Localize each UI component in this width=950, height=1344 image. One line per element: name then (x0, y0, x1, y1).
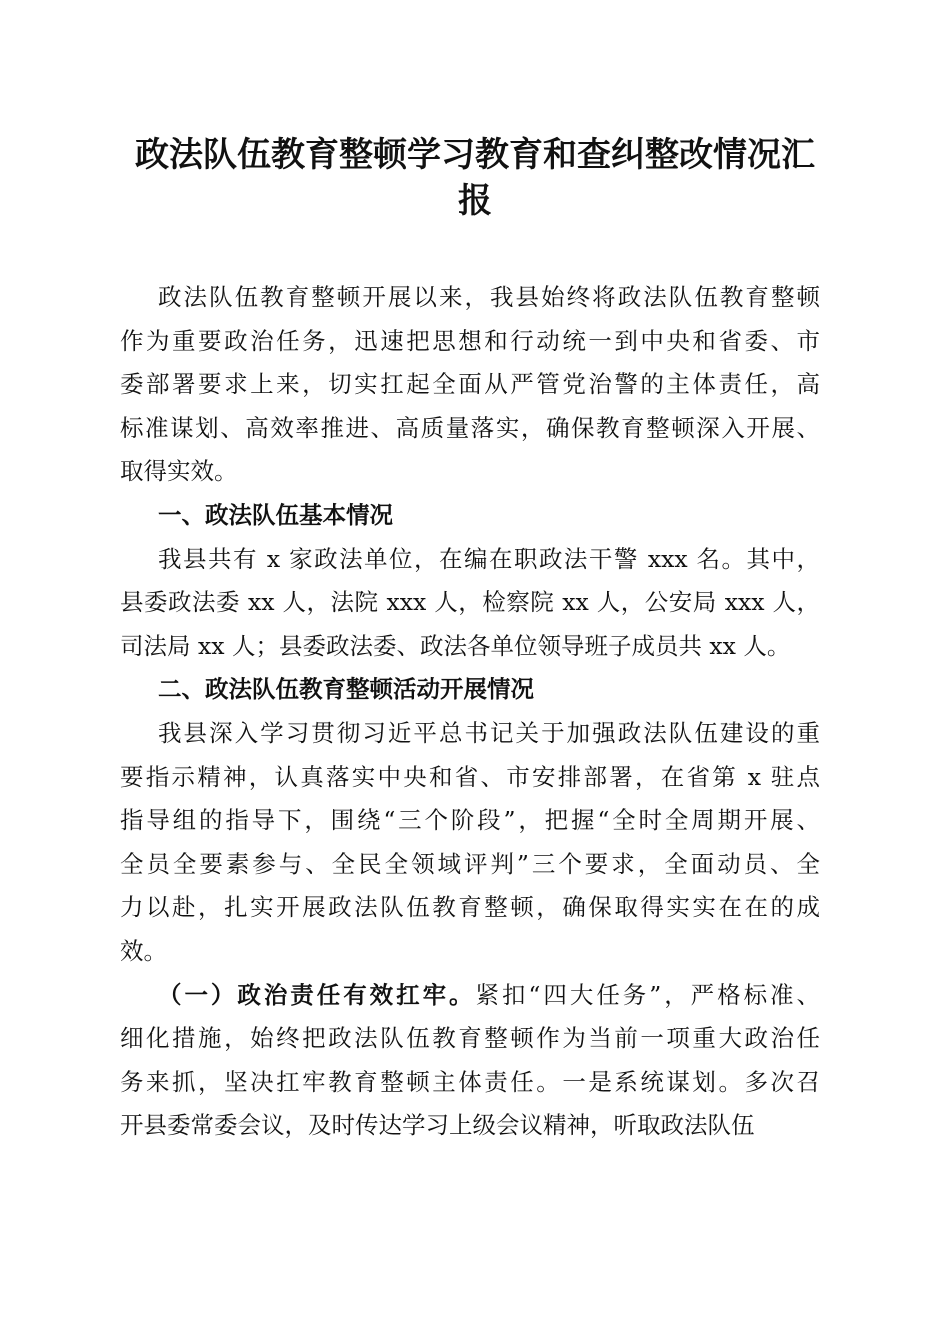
paragraph-line (120, 930, 820, 974)
line-text: 全员全要素参与、全民全领域评判”三个要求，全面动员、全 (120, 849, 820, 878)
paragraph-line (120, 1017, 820, 1061)
section-heading: 二、政法队伍教育整顿活动开展情况 (158, 675, 534, 704)
line-text: 指导组的指导下，围绕“三个阶段”，把握“全时全周期开展、 (120, 806, 820, 835)
paragraph-line (120, 625, 820, 669)
paragraph-line (120, 450, 820, 494)
line-text: 效。 (120, 936, 167, 965)
line-text: 我县深入学习贯彻习近平总书记关于加强政法队伍建设的重 (158, 718, 820, 747)
paragraph-line (120, 276, 820, 320)
document-body (120, 276, 820, 1148)
line-text: 取得实效。 (120, 457, 238, 486)
document-title (110, 132, 840, 224)
paragraph-line (120, 1061, 820, 1105)
line-text: 我县共有 x 家政法单位，在编在职政法干警 xxx 名。其中， (158, 544, 820, 573)
paragraph-line (120, 843, 820, 887)
title-line-2: 报 (458, 181, 492, 221)
title-line-1: 政法队伍教育整顿学习教育和查纠整改情况汇 (135, 135, 815, 175)
line-text: 开县委常委会议，及时传达学习上级会议精神，听取政法队伍 (120, 1111, 755, 1140)
line-text: 司法局 xx 人；县委政法委、政法各单位领导班子成员共 xx 人。 (120, 631, 791, 660)
line-text: 政法队伍教育整顿开展以来，我县始终将政法队伍教育整顿 (158, 283, 820, 311)
paragraph-line (120, 407, 820, 451)
paragraph-line (120, 799, 820, 843)
line-text: 力以赴，扎实开展政法队伍教育整顿，确保取得实实在在的成 (120, 893, 820, 922)
line-text: 委部署要求上来，切实扛起全面从严管党治警的主体责任，高 (120, 370, 820, 399)
paragraph-line (120, 756, 820, 800)
paragraph-line (120, 581, 820, 625)
paragraph-line (120, 886, 820, 930)
section-heading: 一、政法队伍基本情况 (158, 500, 393, 529)
line-text: 细化措施，始终把政法队伍教育整顿作为当前一项重大政治任 (120, 1024, 820, 1053)
line-text: 务来抓，坚决扛牢教育整顿主体责任。一是系统谋划。多次召 (120, 1067, 820, 1096)
paragraph-line (120, 712, 820, 756)
line-text: 县委政法委 xx 人，法院 xxx 人，检察院 xx 人，公安局 xxx 人， (120, 588, 820, 617)
paragraph-line (120, 320, 820, 364)
line-text: 要指示精神，认真落实中央和省、市安排部署，在省第 x 驻点 (120, 762, 820, 791)
paragraph-line (120, 538, 820, 582)
line-text: 作为重要政治任务，迅速把思想和行动统一到中央和省委、市 (120, 326, 820, 355)
line-text: 紧扣“四大任务”，严格标准、 (475, 980, 821, 1009)
paragraph-line (120, 974, 820, 1018)
line-text: 标准谋划、高效率推进、高质量落实，确保教育整顿深入开展、 (120, 413, 820, 442)
paragraph-line (120, 1104, 820, 1148)
subsection-heading: （一）政治责任有效扛牢。 (158, 980, 476, 1009)
paragraph-line (120, 363, 820, 407)
